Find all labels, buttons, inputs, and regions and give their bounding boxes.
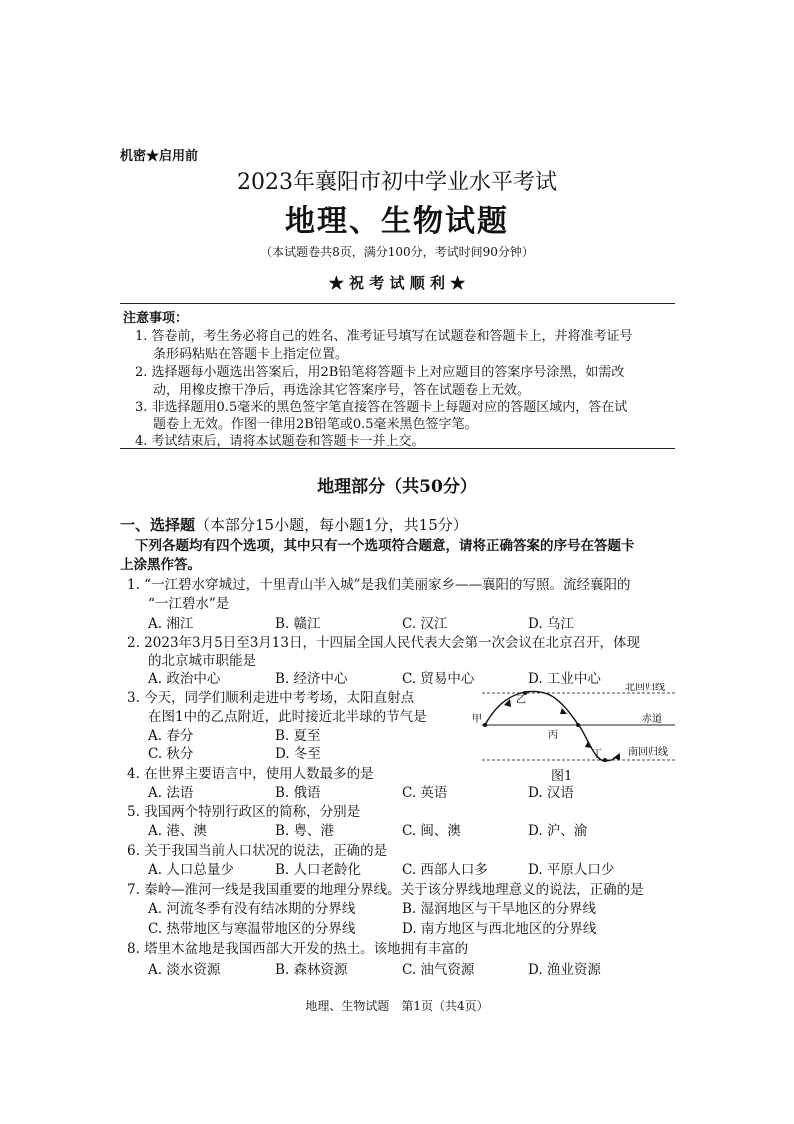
- option-b: B. 经济中心: [275, 671, 348, 687]
- page-footer: 地理、生物试题 第1页（共4页）: [305, 999, 489, 1013]
- option-c: C. 油气资源: [402, 962, 475, 978]
- option-d: D. 汉语: [528, 785, 574, 801]
- question-2-stem: 2. 2023年3月5日至3月13日，十四届全国人民代表大会第一次会议在北京召开，体现: [127, 635, 640, 651]
- option-d: D. 渔业资源: [528, 962, 601, 978]
- notice-line: 4. 考试结束后，请将本试题卷和答题卡一并上交。: [135, 434, 425, 449]
- option-d: D. 沪、渝: [528, 823, 588, 839]
- exam-info: （本试题卷共8页，满分100分，考试时间90分钟）: [260, 245, 534, 259]
- option-b: B. 赣江: [275, 616, 321, 632]
- notice-line: 2. 选择题每小题选出答案后，用2B铅笔将答题卡上对应题目的答案序号涂黑，如需改: [135, 365, 625, 380]
- option-d: D. 工业中心: [528, 671, 601, 687]
- section-title: 地理部分（共50分）: [317, 477, 477, 497]
- notice-line: 动，用橡皮擦干净后，再选涂其它答案序号，答在试题卷上无效。: [153, 383, 531, 398]
- option-b: B. 湿润地区与干旱地区的分界线: [402, 901, 597, 917]
- notice-top-rule: [120, 303, 675, 304]
- option-c: C. 秋分: [148, 746, 194, 762]
- option-a: A. 人口总量少: [148, 862, 234, 878]
- option-d: D. 南方地区与西北地区的分界线: [402, 921, 597, 937]
- option-b: B. 夏至: [275, 728, 321, 744]
- notice-bottom-rule: [120, 448, 675, 449]
- question-5-stem: 5. 我国两个特别行政区的简称，分别是: [127, 804, 361, 820]
- question-4-stem: 4. 在世界主要语言中，使用人数最多的是: [127, 766, 374, 782]
- option-a: A. 河流冬季有没有结冰期的分界线: [148, 901, 356, 917]
- point-bing: [576, 723, 580, 727]
- north-tropic-label: 北回归线: [625, 683, 665, 693]
- option-a: A. 港、澳: [148, 823, 207, 839]
- paper-title: 地理、生物试题: [285, 204, 509, 239]
- equator-label: 赤道: [642, 714, 662, 725]
- label-jia: 甲: [472, 714, 482, 725]
- option-c: C. 英语: [402, 785, 448, 801]
- question-2-stem-cont: 的北京城市职能是: [148, 653, 256, 669]
- question-3-stem-cont: 在图1中的乙点附近，此时接近北半球的节气是: [148, 709, 427, 725]
- option-b: B. 森林资源: [275, 962, 348, 978]
- option-a: A. 法语: [148, 785, 194, 801]
- option-d: D. 乌江: [528, 616, 574, 632]
- notice-line: 1. 答卷前，考生务必将自己的姓名、准考证号填写在试题卷和答题卡上，并将准考证号: [135, 329, 633, 344]
- question-1-stem-cont: “一江碧水”是: [148, 596, 230, 612]
- question-8-stem: 8. 塔里木盆地是我国西部大开发的热土。该地拥有丰富的: [127, 941, 469, 957]
- option-b: B. 粤、港: [275, 823, 335, 839]
- figure-1-caption: 图1: [551, 769, 573, 784]
- figure-1-sun-path-diagram: [470, 683, 680, 778]
- arrow-icon: [585, 741, 592, 748]
- question-1-stem: 1. “一江碧水穿城过，十里青山半入城”是我们美丽家乡——襄阳的写照。流经襄阳的: [127, 577, 631, 593]
- south-tropic-label: 南回归线: [628, 747, 668, 758]
- notice-line: 题卷上无效。作图一律用2B铅笔或0.5毫米黑色签字笔。: [153, 417, 478, 432]
- part-note: （本部分15小题，每小题1分，共15分）: [195, 516, 468, 534]
- option-d: D. 冬至: [275, 746, 321, 762]
- option-c: C. 闽、澳: [402, 823, 461, 839]
- label-bing: 丙: [548, 730, 558, 741]
- option-a: A. 春分: [148, 728, 194, 744]
- notice-title: 注意事项：: [123, 311, 189, 326]
- confidential-mark: 机密★启用前: [120, 149, 199, 164]
- instruction-line: 上涂黑作答。: [120, 557, 201, 573]
- point-jia: [483, 723, 487, 727]
- option-a: A. 政治中心: [148, 671, 221, 687]
- good-luck-banner: ★ 祝 考 试 顺 利 ★: [328, 274, 466, 292]
- notice-line: 条形码粘贴在答题卡上指定位置。: [153, 347, 349, 362]
- exam-title: 2023年襄阳市初中学业水平考试: [237, 170, 557, 195]
- question-3-stem: 3. 今天，同学们顺利走进中考考场，太阳直射点: [127, 690, 415, 706]
- option-c: C. 热带地区与寒温带地区的分界线: [148, 921, 356, 937]
- option-c: C. 汉江: [402, 616, 448, 632]
- option-c: C. 西部人口多: [402, 862, 488, 878]
- question-6-stem: 6. 关于我国当前人口状况的说法，正确的是: [127, 843, 388, 859]
- notice-line: 3. 非选择题用0.5毫米的黑色签字笔直接答在答题卡上每题对应的答题区域内，答在试: [135, 400, 628, 415]
- option-a: A. 湘江: [148, 616, 194, 632]
- option-b: B. 俄语: [275, 785, 321, 801]
- part-label: 一、选择题: [120, 516, 196, 534]
- option-b: B. 人口老龄化: [275, 862, 362, 878]
- option-a: A. 淡水资源: [148, 962, 221, 978]
- question-7-stem: 7. 秦岭—淮河一线是我国重要的地理分界线。关于该分界线地理意义的说法，正确的是: [127, 882, 644, 898]
- option-d: D. 平原人口少: [528, 862, 615, 878]
- option-c: C. 贸易中心: [402, 671, 475, 687]
- instruction-line: 下列各题均有四个选项，其中只有一个选项符合题意，请将正确答案的序号在答题卡: [135, 538, 635, 554]
- label-yi: 乙: [516, 695, 526, 706]
- label-ding: 丁: [592, 749, 602, 760]
- point-ding: [603, 758, 607, 762]
- part-heading: [120, 514, 468, 535]
